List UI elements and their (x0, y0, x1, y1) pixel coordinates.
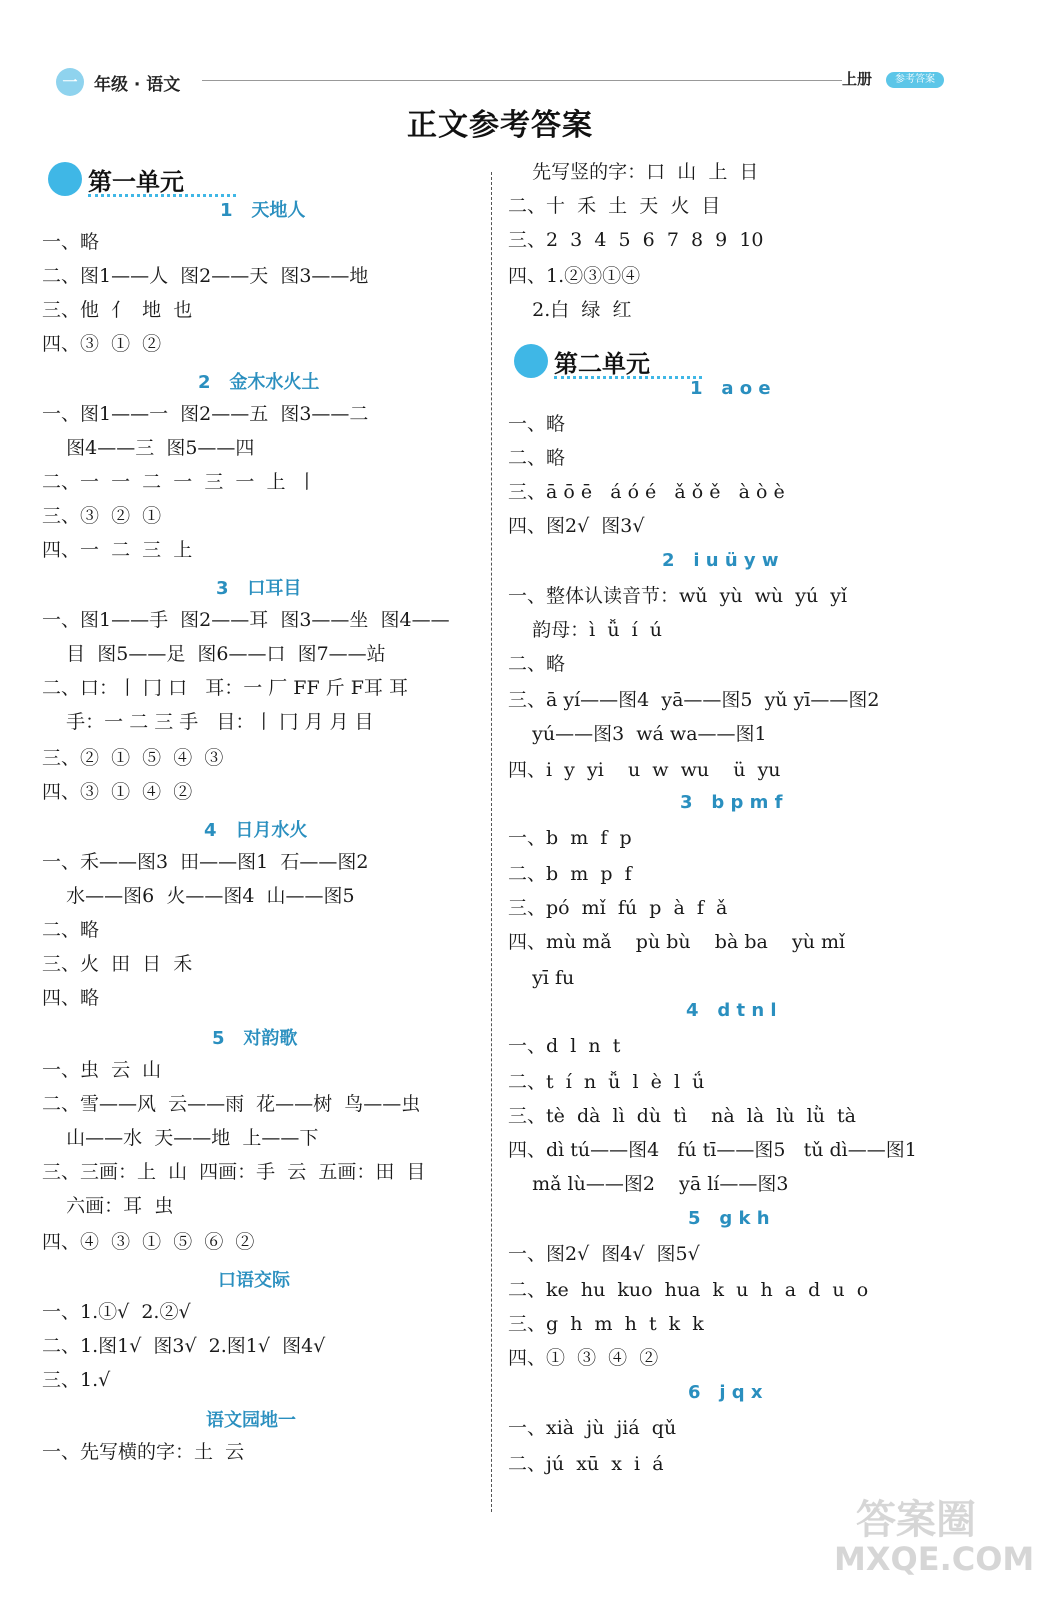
answer-line: yī fu (508, 967, 575, 989)
answer-line: 二、雪——风 云——雨 花——树 鸟——虫 (42, 1093, 421, 1115)
unit-underline (88, 194, 236, 197)
answer-line: 一、略 (508, 413, 566, 435)
answer-line: 四、图2√ 图3√ (508, 515, 645, 537)
lesson-heading: 2 i u ü y w (662, 550, 779, 571)
answer-line: 四、③ ① ④ ② (42, 781, 193, 803)
answer-line: 四、① ③ ④ ② (508, 1347, 659, 1369)
answer-line: 一、虫 云 山 (42, 1059, 162, 1081)
answer-line: 二、1.图1√ 图3√ 2.图1√ 图4√ (42, 1335, 326, 1357)
answer-line: 水——图6 火——图4 山——图5 (42, 885, 355, 907)
grade-badge: 一 (56, 68, 84, 96)
answer-line: yú——图3 wá wa——图1 (508, 723, 767, 745)
answer-line: 一、整体认读音节：wǔ yù wù yú yǐ (508, 585, 848, 607)
answer-line: 四、④ ③ ① ⑤ ⑥ ② (42, 1231, 255, 1253)
answer-line: 二、ke hu kuo hua k u h a d u o (508, 1279, 869, 1301)
lesson-heading: 1 a o e (690, 378, 771, 399)
lesson-heading: 口语交际 (218, 1270, 290, 1291)
answer-line: 四、dì tú——图4 fú tī——图5 tǔ dì——图1 (508, 1139, 917, 1161)
watermark-url: MXQE.COM (834, 1540, 1035, 1578)
answer-line: 三、ā ō ē á ó é ǎ ǒ ě à ò è (508, 481, 785, 503)
unit-heading-text: 第一单元 (88, 168, 184, 196)
answer-line: 六画：耳 虫 (42, 1195, 174, 1217)
lesson-heading: 1 天地人 (220, 200, 306, 221)
lesson-heading: 4 d t n l (686, 1000, 777, 1021)
answer-line: 三、三画：上 山 四画：手 云 五画：田 目 (42, 1161, 426, 1183)
answer-line: 二、图1——人 图2——天 图3——地 (42, 265, 369, 287)
answer-line: 三、tè dà lì dù tì nà là lù lǜ tà (508, 1105, 856, 1127)
answer-line: 三、2 3 4 5 6 7 8 9 10 (508, 229, 764, 251)
answer-line: 二、jú xū x i á (508, 1453, 664, 1475)
answer-line: 一、图1——手 图2——耳 图3——坐 图4—— (42, 609, 450, 631)
answer-line: 一、图2√ 图4√ 图5√ (508, 1243, 700, 1265)
answer-line: 二、口：丨 冂 口 耳：一 厂 FF 斤 F耳 耳 (42, 677, 408, 699)
answer-line: mǎ lù——图2 yā lí——图3 (508, 1173, 789, 1195)
answer-line: 三、他 亻 地 也 (42, 299, 193, 321)
answer-line: 二、略 (42, 919, 100, 941)
grade-subject-label: 年级 · 语文 (94, 75, 181, 95)
answer-line: 三、1.√ (42, 1369, 111, 1391)
answer-line: 四、i y yi u w wu ü yu (508, 759, 781, 781)
lesson-heading: 3 口耳目 (216, 578, 302, 599)
answer-line: 一、1.①√ 2.②√ (42, 1301, 191, 1323)
answer-line: 三、g h m h t k k (508, 1313, 704, 1335)
volume-label: 上册 (842, 70, 873, 88)
answer-badge: 参考答案 (886, 72, 944, 88)
unit-dot-icon (48, 162, 82, 196)
lesson-heading: 4 日月水火 (204, 820, 308, 841)
answer-line: 三、③ ② ① (42, 505, 162, 527)
page-title: 正文参考答案 (407, 108, 593, 143)
answer-line: 山——水 天——地 上——下 (42, 1127, 319, 1149)
lesson-heading: 2 金木水火土 (198, 372, 320, 393)
watermark-logo: 答案圈 (856, 1497, 976, 1543)
answer-line: 一、先写横的字：土 云 (42, 1441, 245, 1463)
answer-line: 四、③ ① ② (42, 333, 162, 355)
header-rule (202, 80, 842, 81)
lesson-heading: 6 j q x (688, 1382, 763, 1403)
lesson-heading: 3 b p m f (680, 792, 783, 813)
answer-line: 二、略 (508, 447, 566, 469)
answer-line: 一、b m f p (508, 827, 632, 849)
answer-line: 一、略 (42, 231, 100, 253)
unit-dot-icon (514, 344, 548, 378)
answer-line: 三、ā yí——图4 yā——图5 yǔ yī——图2 (508, 689, 880, 711)
unit-heading-text: 第二单元 (554, 350, 650, 378)
answer-line: 手：一 二 三 手 目：丨 冂 月 月 目 (42, 711, 374, 733)
answer-line: 韵母：ì ǚ í ú (508, 619, 663, 641)
answer-line: 2.白 绿 红 (508, 299, 632, 321)
answer-line: 二、t í n ǚ l è l ǘ (508, 1071, 705, 1093)
answer-line: 先写竖的字：口 山 上 日 (508, 161, 759, 183)
answer-line: 四、1.②③①④ (508, 265, 641, 287)
lesson-heading: 5 g k h (688, 1208, 770, 1229)
answer-line: 一、禾——图3 田——图1 石——图2 (42, 851, 369, 873)
unit-underline (554, 376, 702, 379)
answer-line: 四、略 (42, 987, 100, 1009)
answer-line: 四、一 二 三 上 (42, 539, 193, 561)
answer-line: 三、② ① ⑤ ④ ③ (42, 747, 224, 769)
answer-line: 二、b m p f (508, 863, 632, 885)
lesson-heading: 语文园地一 (206, 1410, 296, 1431)
answer-line: 二、一 一 二 一 三 一 上 丨 (42, 471, 317, 493)
lesson-heading: 5 对韵歌 (212, 1028, 298, 1049)
answer-line: 二、十 禾 土 天 火 目 (508, 195, 721, 217)
answer-line: 三、pó mǐ fú p à f ǎ (508, 897, 728, 919)
answer-line: 目 图5——足 图6——口 图7——站 (42, 643, 386, 665)
answer-line: 一、图1——一 图2——五 图3——二 (42, 403, 369, 425)
answer-line: 二、略 (508, 653, 566, 675)
answer-line: 三、火 田 日 禾 (42, 953, 193, 975)
column-divider (491, 172, 492, 1512)
answer-line: 一、d l n t (508, 1035, 621, 1057)
page-header (52, 64, 942, 98)
answer-line: 四、mù mǎ pù bù bà ba yù mǐ (508, 931, 846, 953)
answer-line: 一、xià jù jiá qǔ (508, 1417, 677, 1439)
answer-line: 图4——三 图5——四 (42, 437, 255, 459)
